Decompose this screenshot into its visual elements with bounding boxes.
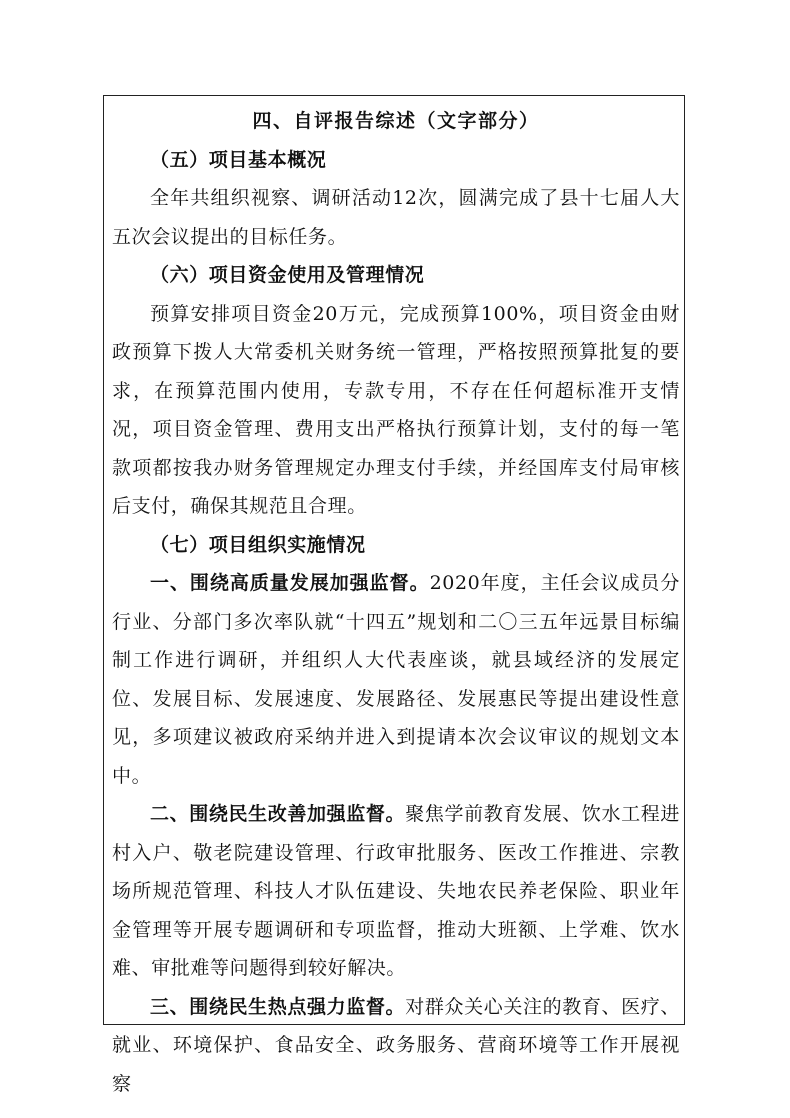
paragraph-body-quality-development: 2020年度，主任会议成员分行业、分部门多次率队就“十四五”规划和二〇三五年远景目标编制工作进行调研，并组织人大代表座谈，就县域经济的发展定位、发展目标、发展速度、发展路径、发展惠民等提出建设性意见，多项建议被政府采纳并进入到提请本次会议审议的规划文本中。 <box>112 572 680 787</box>
paragraph-lead-livelihood-hotspots: 三、围绕民生热点强力监督。 <box>150 995 406 1018</box>
paragraph-livelihood-hotspots <box>112 988 680 1104</box>
heading-fund-usage: （六）项目资金使用及管理情况 <box>150 264 425 286</box>
heading-implementation: （七）项目组织实施情况 <box>150 533 366 556</box>
report-content <box>104 96 684 1103</box>
paragraph-body-livelihood-improvement: 聚焦学前教育发展、饮水工程进村入户、敬老院建设管理、行政审批服务、医改工作推进、宗教场所规范管理、科技人才队伍建设、失地农民养老保险、职业年金管理等开展专题调研和专项监督，推动大班额、上学难、饮水难、审批难等问题得到较好解决。 <box>112 803 680 979</box>
report-frame <box>103 95 685 1095</box>
paragraph-livelihood-improvement <box>112 795 680 988</box>
paragraph-fund-usage: 预算安排项目资金20万元，完成预算100%，项目资金由财政预算下拨人大常委机关财务统一管理，严格按照预算批复的要求，在预算范围内使用，专款专用，不存在任何超标准开支情况，项目资金管理、费用支出严格执行预算计划，支付的每一笔款项都按我办财务管理规定办理支付手续，并经国库支付局审核后支付，确保其规范且合理。 <box>112 302 680 517</box>
paragraph-lead-livelihood-improvement: 二、围绕民生改善加强监督。 <box>150 803 406 825</box>
paragraph-lead-quality-development: 一、围绕高质量发展加强监督。 <box>150 572 430 594</box>
heading-project-overview: （五）项目基本概况 <box>150 148 327 171</box>
paragraph-project-overview: 全年共组织视察、调研活动12次，圆满完成了县十七届人大五次会议提出的目标任务。 <box>112 187 680 248</box>
paragraph-quality-development <box>112 564 680 795</box>
section-title: 四、自评报告综述（文字部分） <box>252 110 540 132</box>
paragraph-body-livelihood-hotspots: 对群众关心关注的教育、医疗、就业、环境保护、食品安全、政务服务、营商环境等工作开展视察 <box>112 995 680 1095</box>
